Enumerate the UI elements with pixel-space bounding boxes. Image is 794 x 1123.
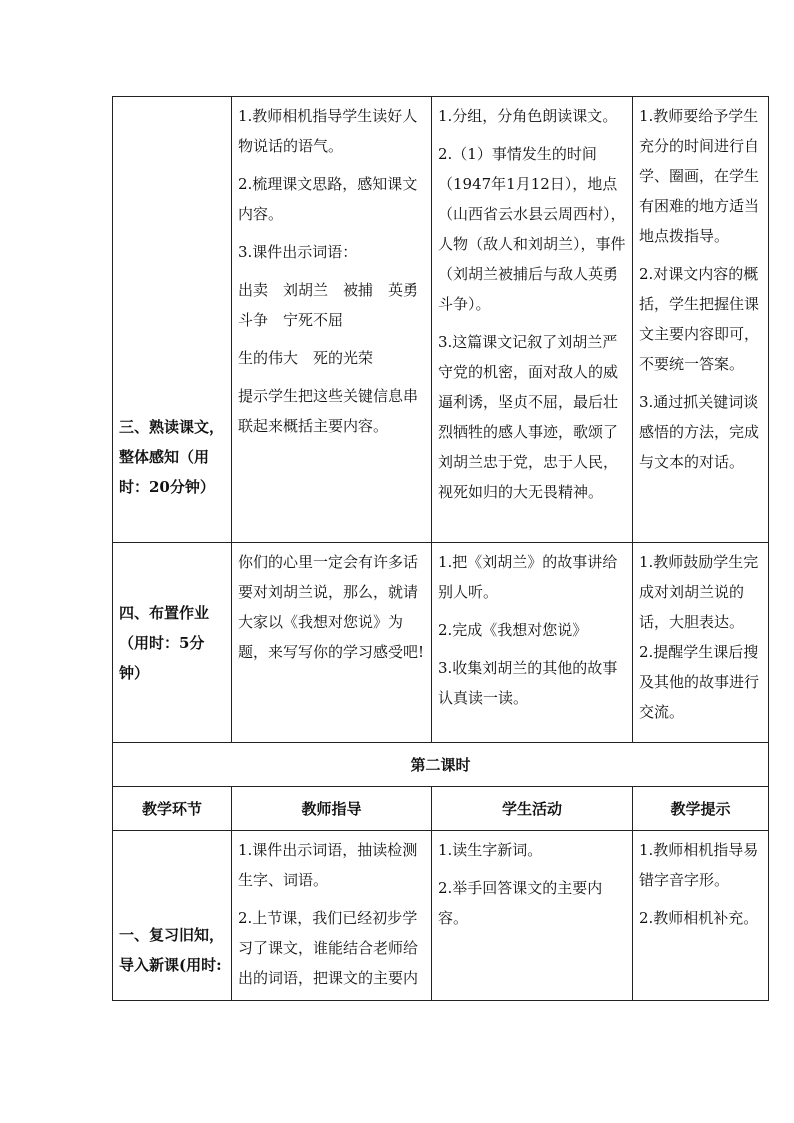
- teacher-guidance-cell: [232, 97, 432, 543]
- list-item: 2.上节课，我们已经初步学习了课文，谁能结合老师给出的词语，把课文的主要内: [238, 909, 419, 987]
- table-header-row: [113, 787, 769, 831]
- student-activity-cell: [432, 831, 633, 1001]
- column-header: 教学提示: [633, 787, 769, 831]
- list-item: 提示学生把这些关键信息串联起来概括主要内容。: [238, 387, 419, 435]
- list-item: 1.把《刘胡兰》的故事讲给别人听。: [438, 553, 618, 601]
- list-item: 1.读生字新词。: [438, 841, 543, 859]
- table-row: [113, 743, 769, 787]
- list-item: 1.课件出示词语，抽读检测生字、词语。: [238, 841, 418, 889]
- lesson-title-cell: [113, 743, 769, 787]
- stage-label: 四、布置作业（用时：5分钟）: [119, 603, 210, 682]
- teacher-guidance-cell: [232, 831, 432, 1001]
- list-item: 1.分组，分角色朗读课文。: [438, 107, 618, 125]
- column-header: 教学环节: [113, 787, 232, 831]
- student-activity-cell: [432, 543, 633, 743]
- stage-label: 一、复习旧知，导入新课(用时:: [119, 926, 225, 974]
- list-item: 1.教师相机指导易错字音字形。: [639, 841, 759, 889]
- teaching-tips-cell: [633, 543, 769, 743]
- list-item: 你们的心里一定会有许多话要对刘胡兰说，那么，就请大家以《我想对您说》为题，来写写你的学习感受吧!: [238, 553, 425, 661]
- list-item: 2.对课文内容的概括，学生把握住课文主要内容即可，不要统一答案。: [639, 265, 760, 373]
- list-item: 1.教师鼓励学生完成对刘胡兰说的话，大胆表达。: [639, 553, 759, 631]
- table-row: [113, 543, 769, 743]
- teacher-guidance-cell: [232, 543, 432, 743]
- stage-cell: [113, 543, 232, 743]
- list-item: 2.举手回答课文的主要内容。: [438, 879, 603, 927]
- list-item: 2.完成《我想对您说》: [438, 621, 588, 639]
- student-activity-cell: [432, 97, 633, 543]
- teaching-tips-cell: [633, 831, 769, 1001]
- table-row: [113, 831, 769, 1001]
- column-header: 学生活动: [432, 787, 633, 831]
- stage-cell: [113, 831, 232, 1001]
- lesson-title: 第二课时: [410, 755, 471, 774]
- teaching-tips-cell: [633, 97, 769, 543]
- list-item: 3.通过抓关键词谈感悟的方法，完成与文本的对话。: [639, 393, 760, 471]
- list-item: 3.收集刘胡兰的其他的故事认真读一读。: [438, 659, 618, 707]
- lesson-plan-table: [112, 96, 769, 1001]
- stage-label: 三、熟读课文，整体感知（用时：20分钟）: [119, 418, 225, 496]
- list-item: 1.教师要给予学生充分的时间进行自学、圈画，在学生有困难的地方适当地点拨指导。: [639, 107, 760, 245]
- list-item: 生的伟大 死的光荣: [238, 349, 374, 367]
- list-item: 2.（1）事情发生的时间（1947年1月12日），地点（山西省云水县云周西村），人物（敌人和刘胡兰），事件（刘胡兰被捕后与敌人英勇斗争）。: [438, 145, 626, 313]
- list-item: 出卖 刘胡兰 被捕 英勇斗争 宁死不屈: [238, 281, 419, 329]
- list-item: 2.教师相机补充。: [639, 909, 759, 927]
- list-item: 3.这篇课文记叙了刘胡兰严守党的机密，面对敌人的威逼利诱，坚贞不屈，最后壮烈牺牲的感人事迹，歌颂了刘胡兰忠于党，忠于人民，视死如归的大无畏精神。: [438, 333, 619, 501]
- column-header: 教师指导: [232, 787, 432, 831]
- list-item: 3.课件出示词语：: [238, 243, 358, 261]
- list-item: 1.教师相机指导学生读好人物说话的语气。: [238, 107, 418, 155]
- list-item: 2.提醒学生课后搜及其他的故事进行交流。: [639, 643, 760, 721]
- stage-cell: [113, 97, 232, 543]
- table-row: [113, 97, 769, 543]
- list-item: 2.梳理课文思路，感知课文内容。: [238, 175, 418, 223]
